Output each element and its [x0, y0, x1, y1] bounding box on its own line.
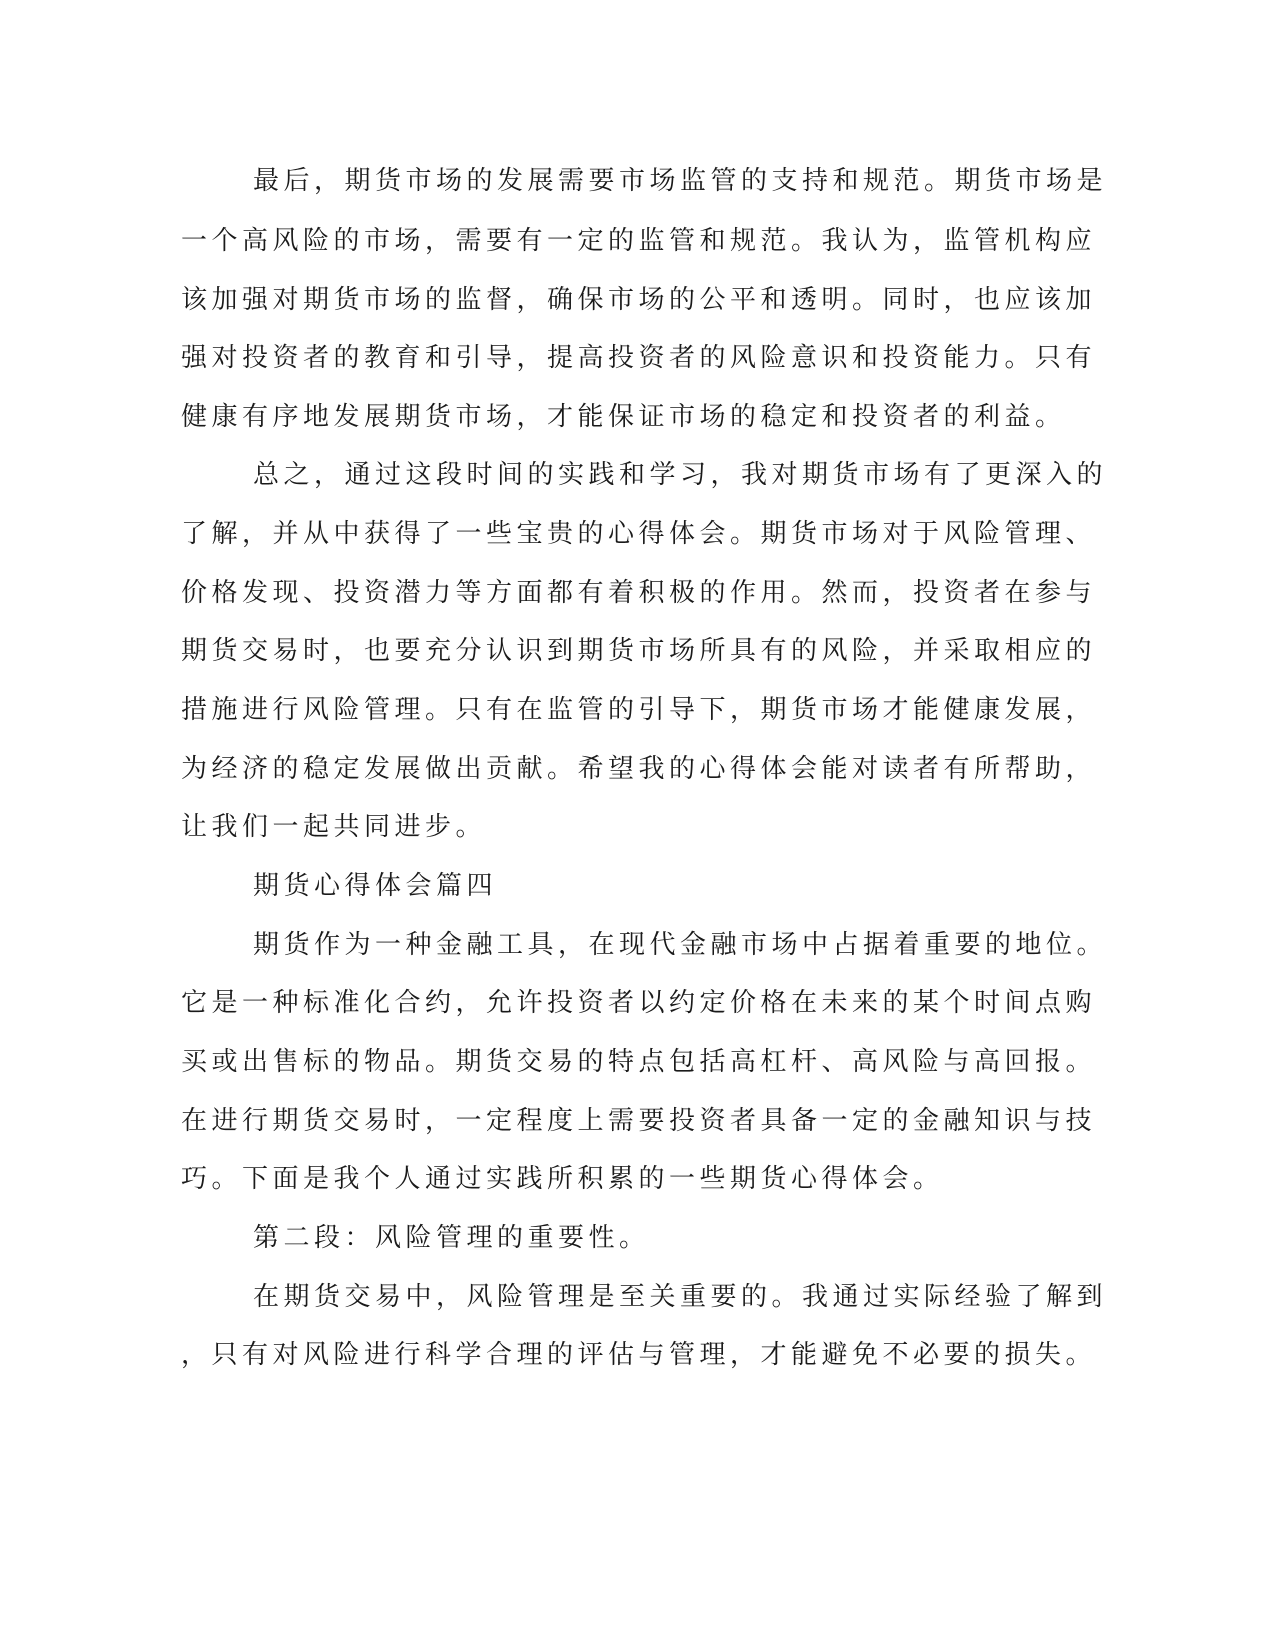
text-line: 最后，期货市场的发展需要市场监管的支持和规范。期货市场是	[253, 166, 1108, 196]
text-line: 健康有序地发展期货市场，才能保证市场的稳定和投资者的利益。	[181, 402, 1066, 432]
text-line: 总之，通过这段时间的实践和学习，我对期货市场有了更深入的	[253, 460, 1108, 490]
text-line: 期货作为一种金融工具，在现代金融市场中占据着重要的地位。	[253, 930, 1108, 960]
text-line: 强对投资者的教育和引导，提高投资者的风险意识和投资能力。只有	[181, 343, 1097, 373]
section-heading: 期货心得体会篇四	[253, 871, 498, 901]
text-line: 措施进行风险管理。只有在监管的引导下，期货市场才能健康发展，	[181, 695, 1097, 725]
text-line: 为经济的稳定发展做出贡献。希望我的心得体会能对读者有所帮助，	[181, 754, 1097, 784]
text-line: 了解，并从中获得了一些宝贵的心得体会。期货市场对于风险管理、	[181, 519, 1097, 549]
text-line: 该加强对期货市场的监督，确保市场的公平和透明。同时，也应该加	[181, 285, 1097, 315]
text-line: 在进行期货交易时，一定程度上需要投资者具备一定的金融知识与技	[181, 1106, 1097, 1136]
text-line: 让我们一起共同进步。	[181, 812, 487, 842]
text-line: 巧。下面是我个人通过实践所积累的一些期货心得体会。	[181, 1164, 944, 1194]
text-line: 在期货交易中，风险管理是至关重要的。我通过实际经验了解到	[253, 1282, 1108, 1312]
text-line: ，只有对风险进行科学合理的评估与管理，才能避免不必要的损失。	[181, 1340, 1097, 1370]
text-line: 买或出售标的物品。期货交易的特点包括高杠杆、高风险与高回报。	[181, 1047, 1097, 1077]
text-line: 期货交易时，也要充分认识到期货市场所具有的风险，并采取相应的	[181, 636, 1097, 666]
text-line: 一个高风险的市场，需要有一定的监管和规范。我认为，监管机构应	[181, 226, 1097, 256]
subsection-heading: 第二段：风险管理的重要性。	[253, 1223, 650, 1253]
text-line: 它是一种标准化合约，允许投资者以约定价格在未来的某个时间点购	[181, 988, 1097, 1018]
text-line: 价格发现、投资潜力等方面都有着积极的作用。然而，投资者在参与	[181, 578, 1097, 608]
